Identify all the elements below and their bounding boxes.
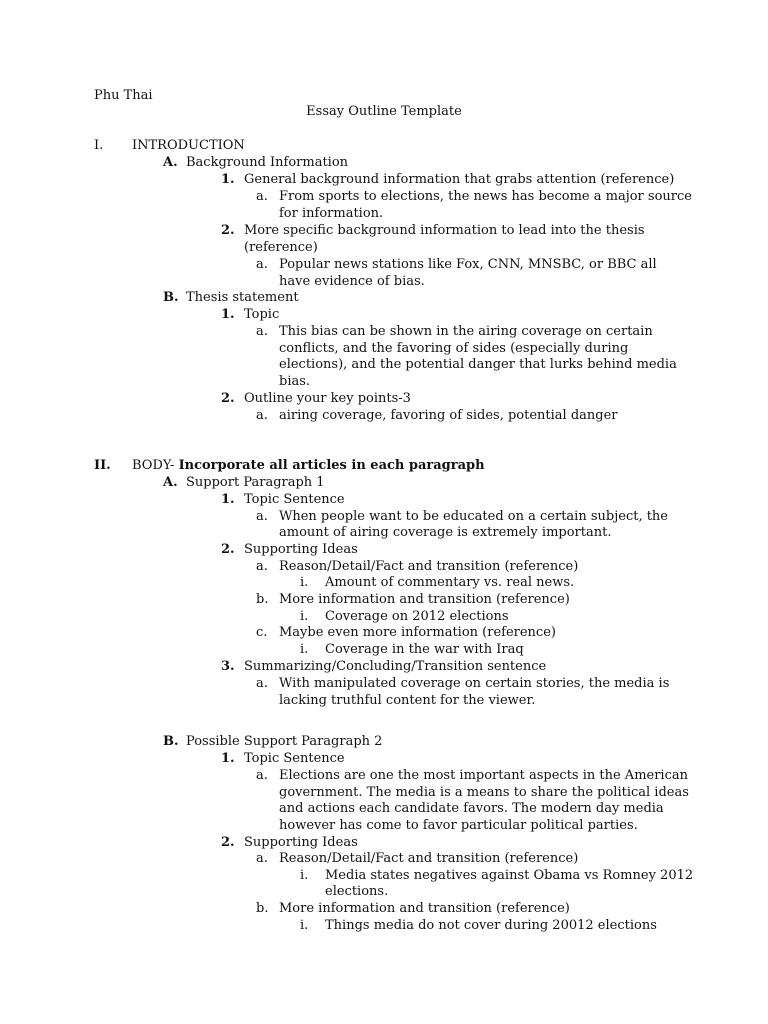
outline-marker: B. xyxy=(163,734,179,749)
outline-text xyxy=(279,189,692,205)
outline-text-run: Topic xyxy=(244,307,280,322)
outline-marker: a. xyxy=(256,257,268,272)
outline-text-run: amount of airing coverage is extremely important. xyxy=(279,525,612,540)
outline-text xyxy=(186,475,325,491)
outline-text xyxy=(325,609,509,625)
outline-text-run: Topic Sentence xyxy=(244,492,345,507)
outline-text-run: More specific background information to lead into the thesis xyxy=(244,223,645,238)
outline-text-run: Outline your key points-3 xyxy=(244,391,411,406)
outline-text-run: Reason/Detail/Fact and transition (reference) xyxy=(279,851,579,866)
outline-text-run: This bias can be shown in the airing coverage on certain xyxy=(279,324,653,339)
outline-marker: A. xyxy=(163,475,178,490)
outline-marker: 1. xyxy=(221,492,235,507)
outline-marker: b. xyxy=(256,901,269,916)
outline-text-run: airing coverage, favoring of sides, potential danger xyxy=(279,408,618,423)
outline-text xyxy=(279,801,664,817)
outline-marker: a. xyxy=(256,324,268,339)
outline-text-run: conflicts, and the favoring of sides (especially during xyxy=(279,341,629,356)
outline-text-run: Media states negatives against Obama vs Romney 2012 xyxy=(325,868,694,883)
outline-text-run: bias. xyxy=(279,374,311,389)
outline-text-run: elections. xyxy=(325,884,389,899)
outline-text-run: Supporting Ideas xyxy=(244,835,358,850)
outline-text-run: Thesis statement xyxy=(186,290,299,305)
document-title: Essay Outline Template xyxy=(306,104,462,119)
outline-text-run: Background Information xyxy=(186,155,349,170)
outline-text-run: BODY- xyxy=(132,458,179,473)
outline-text xyxy=(279,676,669,692)
outline-text xyxy=(244,172,674,188)
outline-text-run: for information. xyxy=(279,206,384,221)
outline-text xyxy=(186,290,299,306)
outline-text xyxy=(244,240,318,256)
outline-text-run: Reason/Detail/Fact and transition (reference) xyxy=(279,559,579,574)
outline-marker: 2. xyxy=(221,223,235,238)
outline-text-run: however has come to favor particular political parties. xyxy=(279,818,638,833)
outline-text-run: Supporting Ideas xyxy=(244,542,358,557)
outline-text xyxy=(132,138,245,154)
outline-text xyxy=(279,768,688,784)
outline-text xyxy=(244,391,411,407)
outline-text xyxy=(244,492,345,508)
outline-text xyxy=(325,868,693,884)
outline-text-run: elections), and the potential danger that lurks behind media xyxy=(279,357,677,372)
outline-text xyxy=(279,257,657,273)
outline-text-run: Amount of commentary vs. real news. xyxy=(325,575,575,590)
outline-text xyxy=(279,324,653,340)
outline-text-run: Support Paragraph 1 xyxy=(186,475,325,490)
outline-marker: i. xyxy=(300,918,309,933)
outline-marker: i. xyxy=(300,642,309,657)
outline-text-run: (reference) xyxy=(244,240,318,255)
outline-text xyxy=(325,642,524,658)
outline-marker: c. xyxy=(256,625,268,640)
outline-text-run: Coverage in the war with Iraq xyxy=(325,642,524,657)
outline-text-run: More information and transition (reference) xyxy=(279,901,570,916)
outline-text xyxy=(244,307,279,323)
outline-text-run: When people want to be educated on a certain subject, the xyxy=(279,509,668,524)
outline-text xyxy=(132,458,485,474)
outline-marker: A. xyxy=(163,155,178,170)
outline-text xyxy=(279,274,425,290)
outline-marker: a. xyxy=(256,189,268,204)
outline-text xyxy=(279,357,677,373)
outline-marker: a. xyxy=(256,768,268,783)
outline-text-run: Summarizing/Concluding/Transition sentence xyxy=(244,659,547,674)
outline-text xyxy=(279,901,570,917)
outline-marker: a. xyxy=(256,509,268,524)
outline-text xyxy=(279,206,383,222)
outline-text-run: Popular news stations like Fox, CNN, MNSBC, or BBC all xyxy=(279,257,657,272)
outline-text xyxy=(186,734,382,750)
outline-text xyxy=(244,835,358,851)
outline-text-run: have evidence of bias. xyxy=(279,274,425,289)
outline-marker: a. xyxy=(256,408,268,423)
outline-text xyxy=(279,592,570,608)
outline-text-run: With manipulated coverage on certain stories, the media is xyxy=(279,676,670,691)
outline-text-run: Coverage on 2012 elections xyxy=(325,609,509,624)
outline-text-run: Elections are one the most important aspects in the American xyxy=(279,768,688,783)
outline-text-run: More information and transition (reference) xyxy=(279,592,570,607)
outline-text xyxy=(279,341,628,357)
outline-text-run: government. The media is a means to share the political ideas xyxy=(279,785,689,800)
outline-text-run: Topic Sentence xyxy=(244,751,345,766)
outline-marker: i. xyxy=(300,575,309,590)
outline-marker: 2. xyxy=(221,542,235,557)
outline-text xyxy=(279,693,535,709)
outline-marker: a. xyxy=(256,676,268,691)
outline-text xyxy=(279,851,578,867)
outline-text-run: lacking truthful content for the viewer. xyxy=(279,693,536,708)
outline-marker: 2. xyxy=(221,835,235,850)
outline-marker: a. xyxy=(256,559,268,574)
outline-text-run: Things media do not cover during 20012 elections xyxy=(325,918,657,933)
outline-text xyxy=(279,625,556,641)
outline-text-run: and actions each candidate favors. The modern day media xyxy=(279,801,664,816)
outline-marker: I. xyxy=(94,138,104,153)
outline-text xyxy=(279,509,668,525)
outline-marker: a. xyxy=(256,851,268,866)
outline-text xyxy=(244,542,358,558)
outline-text xyxy=(279,408,618,424)
outline-marker: i. xyxy=(300,868,309,883)
outline-marker: 3. xyxy=(221,659,235,674)
outline-text-run: Possible Support Paragraph 2 xyxy=(186,734,383,749)
outline-marker: 1. xyxy=(221,172,235,187)
author-name: Phu Thai xyxy=(94,88,153,103)
outline-text xyxy=(279,818,638,834)
outline-marker: B. xyxy=(163,290,179,305)
outline-marker: 1. xyxy=(221,751,235,766)
outline-marker: 2. xyxy=(221,391,235,406)
outline-text xyxy=(325,575,574,591)
outline-text-run: Maybe even more information (reference) xyxy=(279,625,556,640)
outline-marker: b. xyxy=(256,592,269,607)
outline-marker: II. xyxy=(94,458,111,473)
outline-text-run: General background information that grabs attention (reference) xyxy=(244,172,675,187)
outline-text xyxy=(279,559,578,575)
outline-text xyxy=(325,884,388,900)
outline-text xyxy=(325,918,657,934)
outline-text-run: INTRODUCTION xyxy=(132,138,245,153)
outline-text xyxy=(279,785,689,801)
outline-text xyxy=(279,374,310,390)
outline-bold-note: Incorporate all articles in each paragraph xyxy=(178,458,485,473)
outline-text-run: From sports to elections, the news has become a major source xyxy=(279,189,692,204)
outline-text xyxy=(244,751,345,767)
outline-text xyxy=(244,659,546,675)
outline-text xyxy=(279,525,611,541)
outline-text xyxy=(186,155,348,171)
outline-marker: 1. xyxy=(221,307,235,322)
outline-marker: i. xyxy=(300,609,309,624)
outline-text xyxy=(244,223,645,239)
